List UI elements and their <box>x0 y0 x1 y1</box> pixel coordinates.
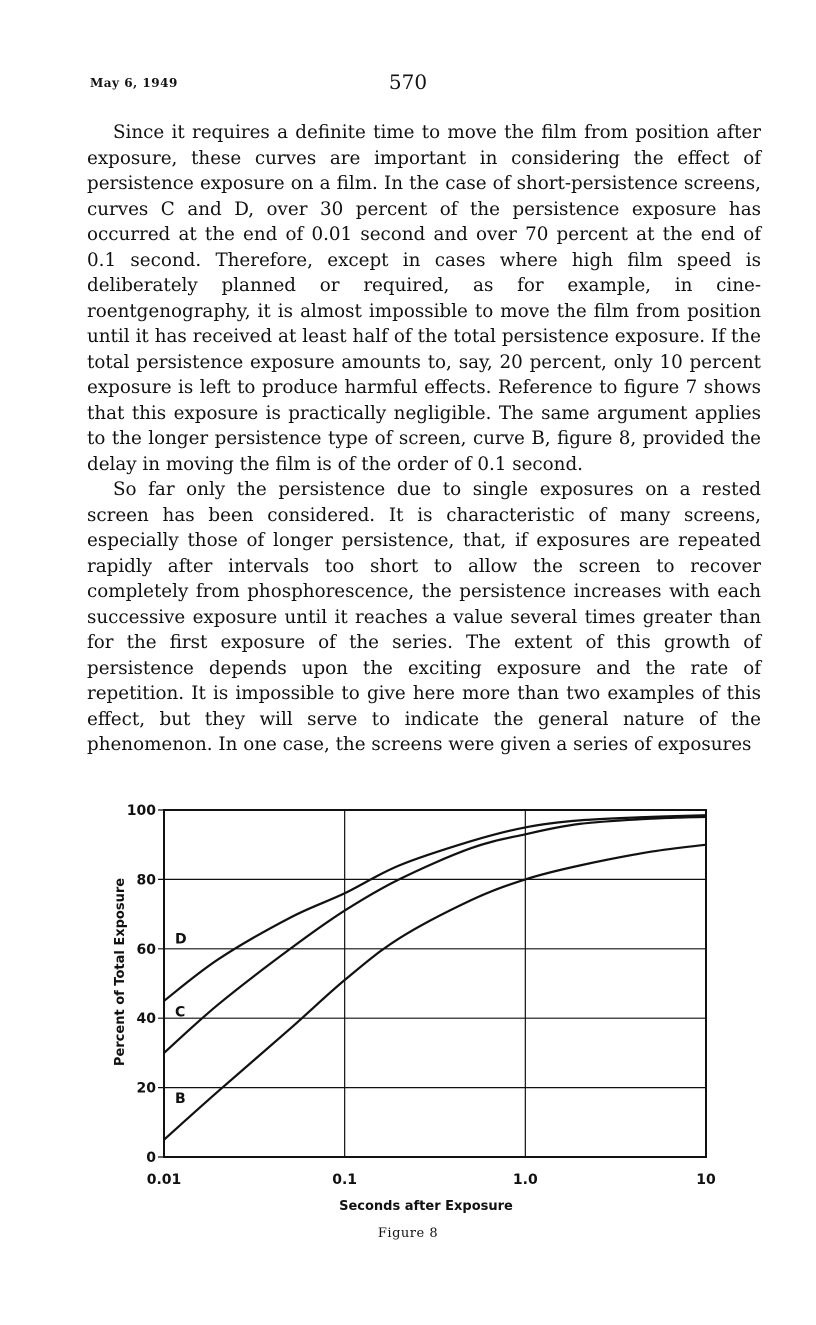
y-axis-label: Percent of Total Exposure <box>113 877 128 1067</box>
y-tick-label: 80 <box>136 872 156 889</box>
x-tick-label: 0.01 <box>146 1172 182 1188</box>
y-tick-label: 100 <box>126 803 156 819</box>
series-line-b <box>164 845 706 1140</box>
x-axis-label: Seconds after Exposure <box>339 1199 513 1214</box>
y-tick-label: 20 <box>136 1080 156 1097</box>
paragraph: So far only the persistence due to single exposures on a rested screen has been considered. It is characteristic of many screens, especially those of longer persistence, that, if exposures are repeated rapidly after intervals too short to allow the screen to recover completely from phosphorescence, the persistence increases with each successive exposure until it reaches a value several times greater than for the first exposure of the series. The extent of this growth of persistence depends upon the exciting exposure and the rate of repetition. It is impossible to give here more than two examples of this effect, but they will serve to indicate the general nature of the phenomenon. In one case, the screens were given a series of exposures <box>87 479 761 755</box>
x-tick-labels <box>147 1172 716 1188</box>
series-label-d: D <box>174 931 187 948</box>
paragraph: Since it requires a definite time to move the film from position after exposure, these curves are important in considering the effect of persistence exposure on a film. In the case of short-persistence screens, curves C and D, over 30 percent of the persistence exposure has occurred at the end of 0.01 second and over 70 percent at the end of 0.1 second. Therefore, except in cases where high film speed is deliberately planned or required, as for example, in cine-roentgenography, it is almost impossible to move the film from position until it has received at least half of the total persistence exposure. If the total persistence exposure amounts to, say, 20 percent, only 10 percent exposure is left to produce harmful effects. Reference to figure 7 shows that this exposure is practically negligible. The same argument applies to the longer persistence type of screen, curve B, figure 8, provided the delay in moving the film is of the order of 0.1 second. <box>87 122 761 475</box>
series-line-d <box>164 815 706 1001</box>
series-label-c: C <box>174 1004 186 1021</box>
x-tick-label: 1.0 <box>512 1172 538 1188</box>
figure-8-chart <box>0 790 816 1220</box>
y-tick-label: 60 <box>136 941 156 958</box>
header-date: May 6, 1949 <box>90 76 178 90</box>
chart-grid <box>158 810 706 1157</box>
y-tick-label: 40 <box>136 1011 156 1028</box>
series-label-b: B <box>174 1091 186 1108</box>
page-number: 570 <box>388 70 428 94</box>
figure-caption: Figure 8 <box>377 1226 439 1241</box>
x-tick-label: 0.1 <box>332 1172 358 1188</box>
y-tick-label: 0 <box>146 1150 156 1166</box>
body-text <box>87 120 761 758</box>
y-tick-labels <box>127 803 156 1166</box>
chart-series <box>164 815 706 1139</box>
x-tick-label: 10 <box>696 1172 716 1188</box>
